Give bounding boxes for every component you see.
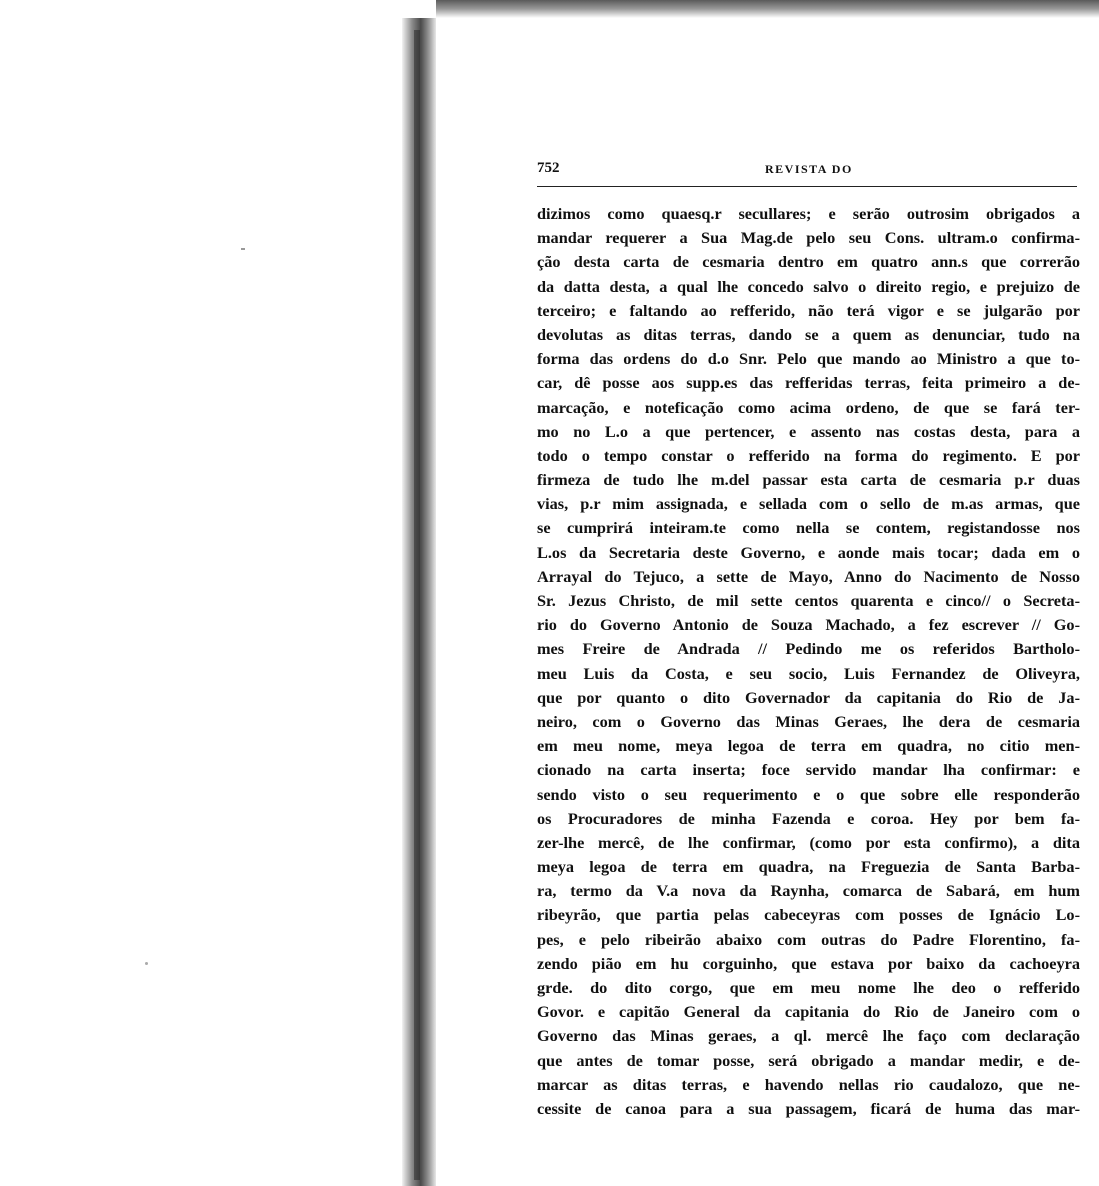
text-line: que por quanto o dito Governador da capitania do Rio de Ja-: [537, 687, 1080, 707]
text-line: Govor. e capitão General da capitania do Rio de Janeiro com o: [537, 1002, 1080, 1022]
text-line: ção desta carta de cesmaria dentro em quatro ann.s que correrão: [537, 252, 1080, 272]
running-title: REVISTA DO: [765, 162, 853, 176]
text-line: vias, p.r mim assignada, e sellada com o sello de m.as armas, que: [537, 494, 1080, 514]
text-line: grde. do dito corgo, que em meu nome lhe deo o refferido: [537, 978, 1080, 997]
text-line: mo no L.o a que pertencer, e assento nas costas desta, para a: [537, 421, 1080, 441]
page-number: 752: [537, 160, 560, 176]
scan-speck: [145, 962, 148, 965]
text-line: ra, termo da V.a nova da Raynha, comarca de Sabará, em hum: [537, 881, 1080, 901]
text-line: forma das ordens do d.o Snr. Pelo que mando ao Ministro a que to-: [537, 349, 1080, 369]
text-line: cessite de canoa para a sua passagem, ficará de huma das mar-: [537, 1098, 1080, 1118]
text-line: Arrayal do Tejuco, a sette de Mayo, Anno do Nacimento de Nosso: [537, 566, 1080, 586]
text-line: ribeyrão, que partia pelas cabeceyras com posses de Ignácio Lo-: [537, 905, 1080, 925]
text-line: cionado na carta inserta; foce servido mandar lha confirmar: e: [537, 760, 1080, 780]
page-top-shadow: [436, 0, 1099, 18]
text-line: terceiro; e faltando ao refferido, não terá vigor e se julgarão por: [537, 300, 1080, 320]
text-line: da datta desta, a qual lhe concedo salvo o direito regio, e prejuizo de: [537, 276, 1080, 296]
text-line: sendo visto o seu requerimento e o que sobre elle responderão: [537, 784, 1080, 804]
text-line: zer-lhe mercê, de lhe confirmar, (como por esta confirmo), a dita: [537, 832, 1080, 852]
text-line: todo o tempo constar o refferido na forma do regimento. E por: [537, 445, 1080, 465]
text-line: L.os da Secretaria deste Governo, e aonde mais tocar; dada em o: [537, 542, 1080, 562]
header-rule: [537, 186, 1077, 187]
text-line: se cumprirá inteiram.te como nella se contem, registandosse nos: [537, 518, 1080, 538]
text-line: em meu nome, meya legoa de terra em quadra, no citio men-: [537, 736, 1080, 756]
text-line: car, dê posse aos supp.es das refferidas terras, feita primeiro a de-: [537, 373, 1080, 393]
text-line: devolutas as ditas terras, dando se a quem as denunciar, tudo na: [537, 324, 1080, 344]
text-line: Sr. Jezus Christo, de mil sette centos quarenta e cinco// o Secreta-: [537, 591, 1080, 610]
text-line: meya legoa de terra em quadra, na Freguezia de Santa Barba-: [537, 857, 1080, 877]
text-line: mandar requerer a Sua Mag.de pelo seu Cons. ultram.o confirma-: [537, 228, 1080, 248]
text-line: dizimos como quaesq.r secullares; e serão outrosim obrigados a: [537, 204, 1080, 223]
text-line: que antes de tomar posse, será obrigado a mandar medir, e de-: [537, 1050, 1080, 1070]
text-line: zendo pião em hu corguinho, que estava por baixo da cachoeyra: [537, 953, 1080, 973]
body-text: [537, 202, 1080, 1121]
text-line: mes Freire de Andrada // Pedindo me os referidos Bartholo-: [537, 639, 1080, 659]
text-line: neiro, com o Governo das Minas Geraes, lhe dera de cesmaria: [537, 711, 1080, 731]
text-line: marcar as ditas terras, e havendo nellas rio caudalozo, que ne-: [537, 1074, 1080, 1094]
text-line: Governo das Minas geraes, a ql. mercê lhe faço com declaração: [537, 1026, 1080, 1046]
page-header: [537, 160, 1077, 184]
text-line: firmeza de tudo lhe m.del passar esta carta de cesmaria p.r duas: [537, 470, 1080, 490]
text-line: meu Luis da Costa, e seu socio, Luis Fernandez de Oliveyra,: [537, 663, 1080, 683]
scan-speck: [241, 248, 245, 250]
book-spine-crease: [414, 30, 420, 1180]
text-line: pes, e pelo ribeirão abaixo com outras do Padre Florentino, fa-: [537, 929, 1080, 949]
text-line: marcação, e noteficação como acima ordeno, de que se fará ter-: [537, 397, 1080, 417]
text-line: os Procuradores de minha Fazenda e coroa. Hey por bem fa-: [537, 808, 1080, 828]
text-line: rio do Governo Antonio de Souza Machado, a fez escrever // Go-: [537, 615, 1080, 635]
